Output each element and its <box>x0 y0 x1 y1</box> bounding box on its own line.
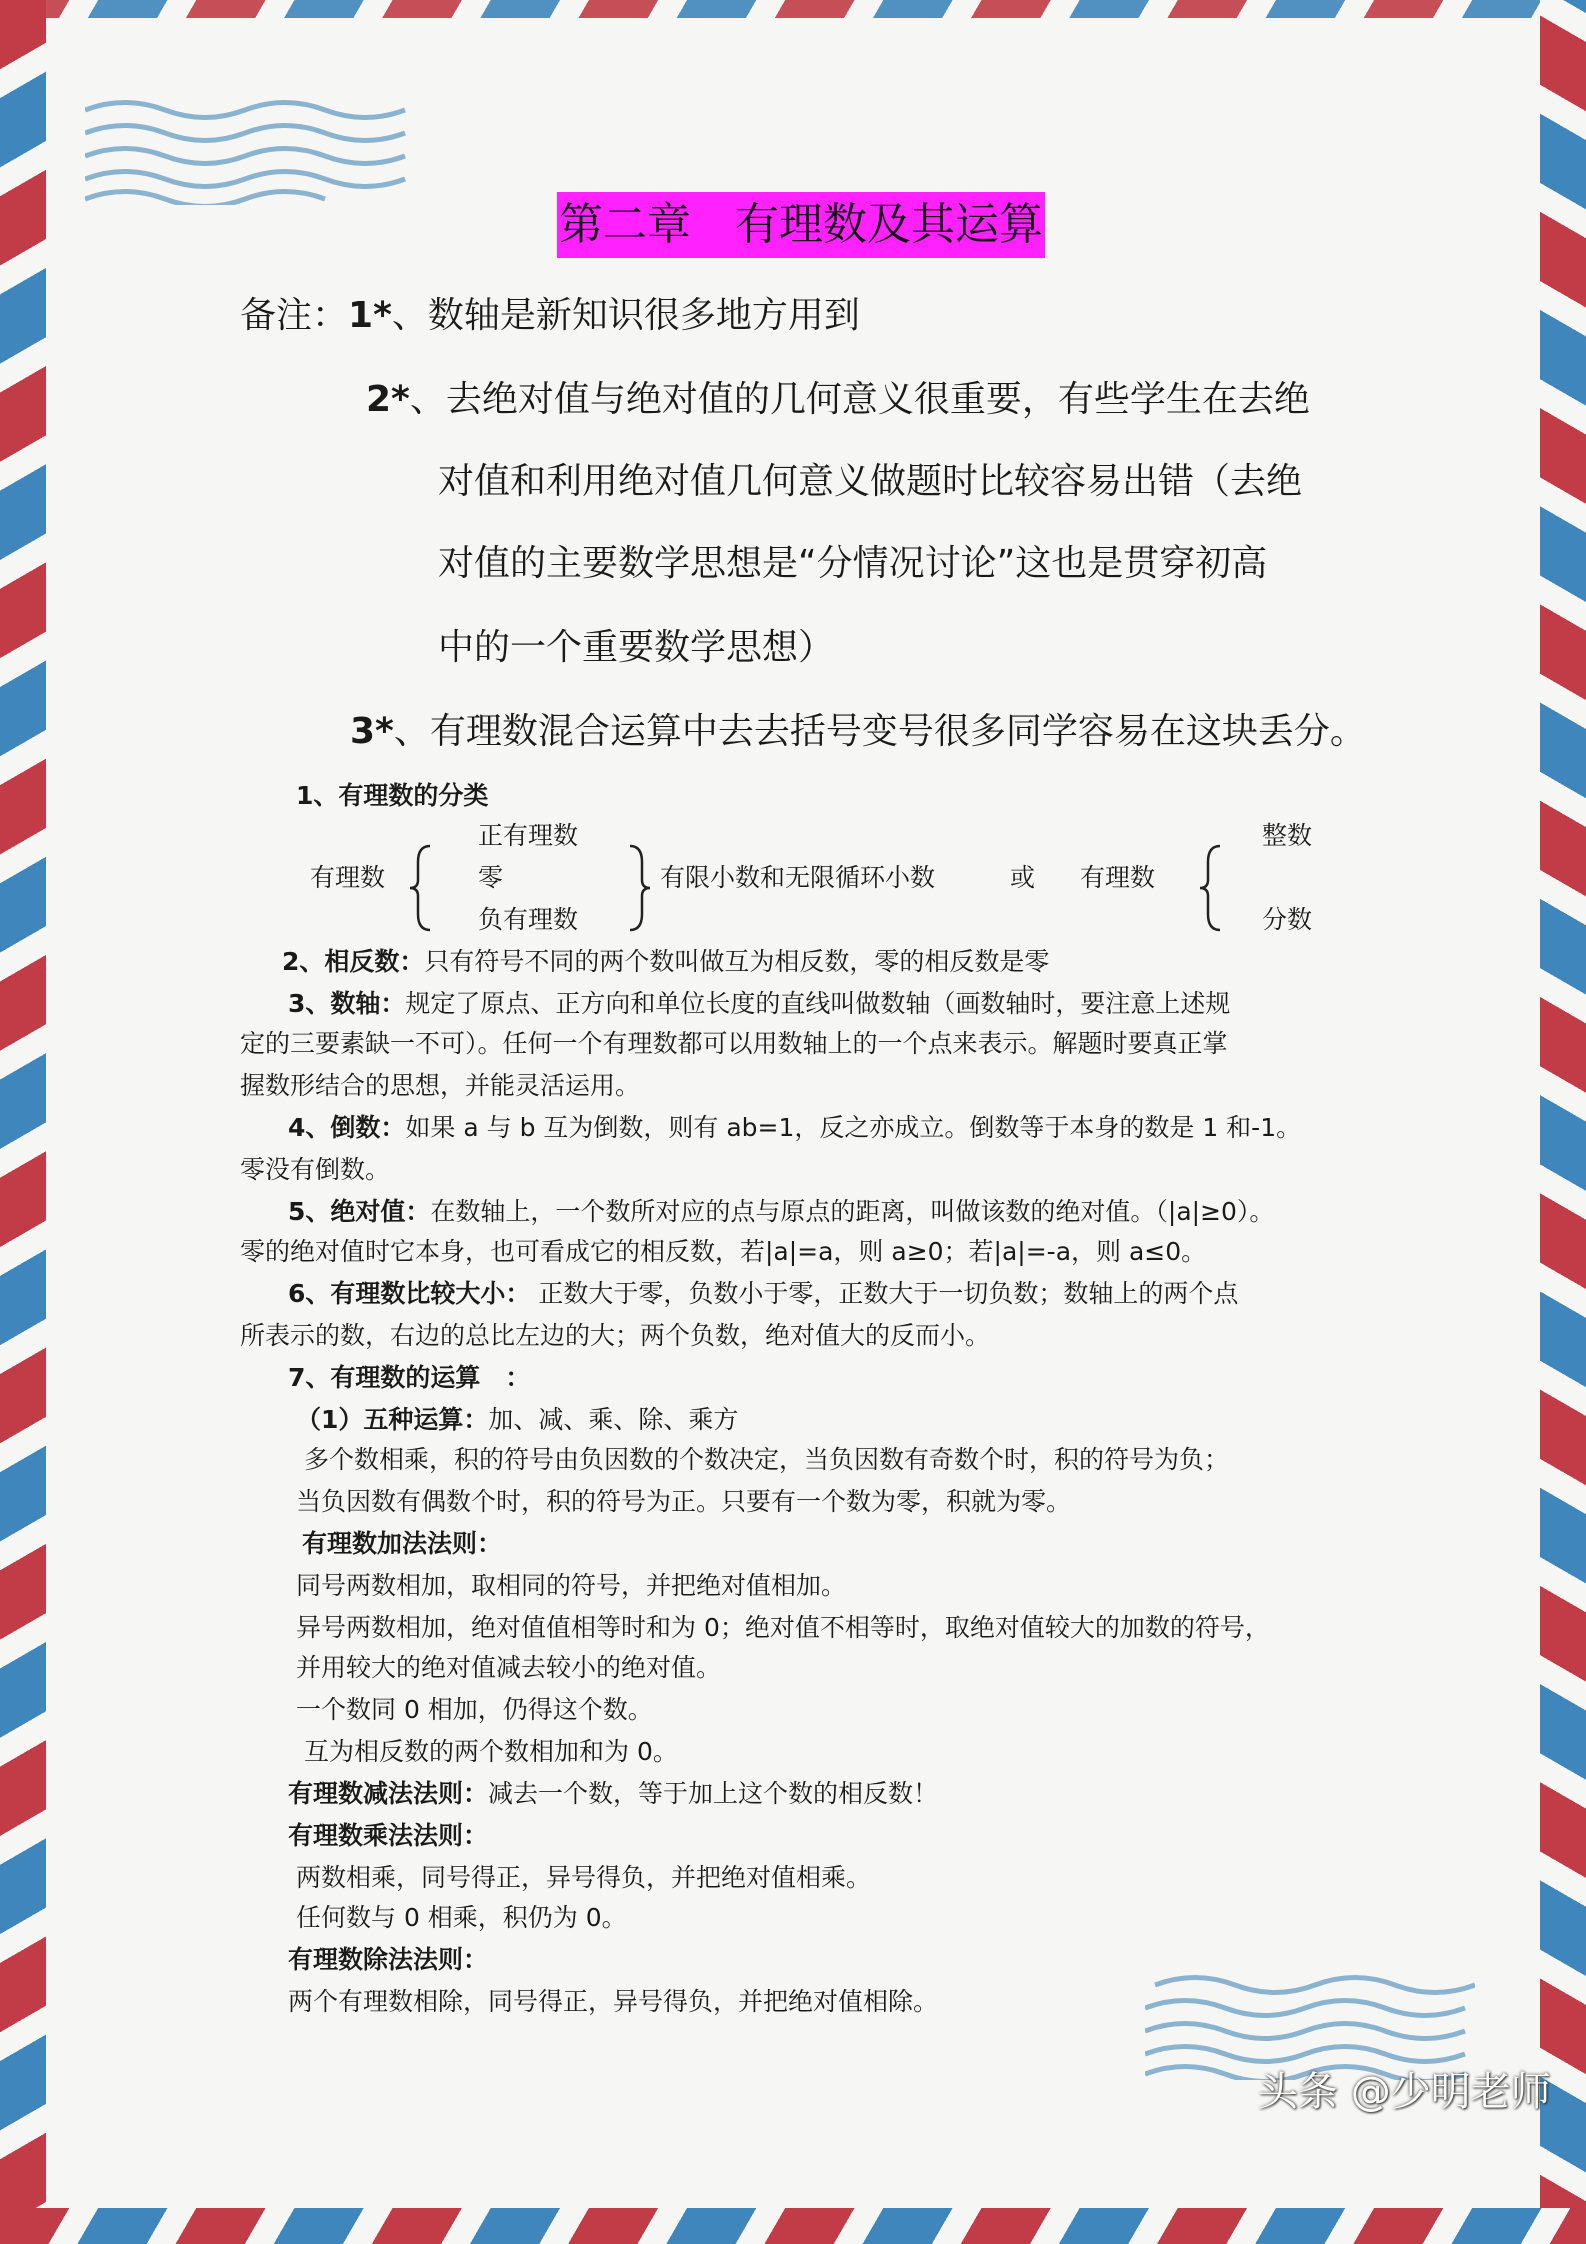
left-brace-icon <box>1196 842 1226 934</box>
division-rule: 两个有理数相除，同号得正，异号得负，并把绝对值相除。 <box>288 1987 939 2016</box>
multiplication-rule-line-2: 当负因数有偶数个时，积的符号为正。只要有一个数为零，积就为零。 <box>296 1487 1072 1516</box>
section-4-line-1 <box>288 1110 1301 1146</box>
addition-rule: 同号两数相加，取相同的符号，并把绝对值相加。 <box>296 1571 847 1600</box>
airmail-border-right <box>1540 0 1586 2244</box>
chapter-title: 第二章 有理数及其运算 <box>557 192 1045 258</box>
note-2-line-4: 中的一个重要数学思想） <box>438 627 835 668</box>
note-1 <box>240 292 860 340</box>
note-3 <box>350 708 1366 756</box>
note-3-text: 、有理数混合运算中去去括号变号很多同学容易在这块丢分。 <box>393 711 1366 752</box>
classification-item: 负有理数 <box>478 905 579 934</box>
note-2-text: 、去绝对值与绝对值的几何意义很重要，有些学生在去绝 <box>409 379 1310 420</box>
section-3-heading: 3、数轴： <box>288 989 406 1018</box>
classification-label-right: 有理数 <box>1080 863 1156 892</box>
subtraction-rule <box>288 1776 938 1812</box>
classification-right-item: 分数 <box>1262 905 1313 934</box>
subtraction-rule-heading: 有理数减法法则： <box>288 1779 489 1808</box>
multiplication-rule: 两数相乘，同号得正，异号得负，并把绝对值相乘。 <box>296 1863 872 1892</box>
left-brace-icon <box>406 842 436 934</box>
right-brace-icon <box>624 842 654 934</box>
multiplication-rule-heading: 有理数乘法法则： <box>288 1821 489 1850</box>
addition-rule: 并用较大的绝对值减去较小的绝对值。 <box>296 1653 722 1682</box>
subtraction-rule-text: 减去一个数，等于加上这个数的相反数！ <box>488 1779 939 1808</box>
note-prefix: 备注： <box>240 295 349 336</box>
section-5-line-2: 零的绝对值时它本身，也可看成它的相反数，若|a|=a，则 a≥0；若|a|=-a，则 a≤0。 <box>240 1237 1207 1266</box>
note-2-line-1 <box>366 376 1310 424</box>
classification-item: 零 <box>478 863 504 892</box>
airmail-border-top <box>0 0 1586 18</box>
section-7-heading: 7、有理数的运算 ： <box>288 1363 531 1392</box>
addition-rule: 一个数同 0 相加，仍得这个数。 <box>296 1695 653 1724</box>
section-3-line-2: 定的三要素缺一不可）。任何一个有理数都可以用数轴上的一个点来表示。解题时要真正掌 <box>240 1029 1228 1058</box>
addition-rule: 异号两数相加，绝对值值相等时和为 0；绝对值不相等时，取绝对值较大的加数的符号， <box>296 1613 1270 1642</box>
section-5-heading: 5、绝对值： <box>288 1197 431 1226</box>
section-6-line-2: 所表示的数，右边的总比左边的大；两个负数，绝对值大的反而小。 <box>240 1321 991 1350</box>
watermark: 头条 @少明老师 <box>1258 2069 1551 2115</box>
multiplication-rule: 任何数与 0 相乘，积仍为 0。 <box>296 1903 627 1932</box>
section-5-text: 在数轴上，一个数所对应的点与原点的距离，叫做该数的绝对值。（|a|≥0）。 <box>430 1197 1275 1226</box>
addition-rule-heading: 有理数加法法则： <box>302 1529 503 1558</box>
section-6-line-1 <box>288 1276 1238 1312</box>
note-2-number: 2* <box>366 379 410 420</box>
section-3-line-1 <box>288 986 1230 1022</box>
section-2-text: 只有符号不同的两个数叫做互为相反数，零的相反数是零 <box>424 947 1050 976</box>
addition-rule: 互为相反数的两个数相加和为 0。 <box>304 1737 678 1766</box>
section-4-line-2: 零没有倒数。 <box>240 1155 391 1184</box>
classification-right-item: 整数 <box>1262 821 1313 850</box>
airmail-border-bottom <box>0 2208 1586 2244</box>
classification-item: 正有理数 <box>478 821 579 850</box>
section-7-sub-1-text: 加、减、乘、除、乘方 <box>488 1405 739 1434</box>
note-1-number: 1* <box>348 295 392 336</box>
note-2-line-3: 对值的主要数学思想是“分情况讨论”这也是贯穿初高 <box>438 543 1268 584</box>
note-2-line-2: 对值和利用绝对值几何意义做题时比较容易出错（去绝 <box>438 461 1303 502</box>
section-7-sub-1 <box>296 1402 738 1438</box>
division-rule-heading: 有理数除法法则： <box>288 1945 489 1974</box>
classification-middle: 有限小数和无限循环小数 <box>660 863 936 892</box>
note-3-number: 3* <box>350 711 394 752</box>
postmark-wave-icon <box>85 95 415 205</box>
multiplication-rule-line-1: 多个数相乘，积的符号由负因数的个数决定，当负因数有奇数个时，积的符号为负； <box>304 1445 1230 1474</box>
section-6-text: 正数大于零，负数小于零，正数大于一切负数；数轴上的两个点 <box>530 1279 1239 1308</box>
section-7-sub-1-heading: （1）五种运算： <box>296 1405 489 1434</box>
section-4-text: 如果 a 与 b 互为倒数，则有 ab=1，反之亦成立。倒数等于本身的数是 1 和-1。 <box>405 1113 1302 1142</box>
note-1-text: 、数轴是新知识很多地方用到 <box>391 295 860 336</box>
classification-or: 或 <box>1010 863 1036 892</box>
section-3-text: 规定了原点、正方向和单位长度的直线叫做数轴（画数轴时，要注意上述规 <box>405 989 1231 1018</box>
section-4-heading: 4、倒数： <box>288 1113 406 1142</box>
section-1-heading: 1、有理数的分类 <box>296 781 489 810</box>
section-3-line-3: 握数形结合的思想，并能灵活运用。 <box>240 1071 641 1100</box>
section-6-heading: 6、有理数比较大小： <box>288 1279 531 1308</box>
section-2 <box>282 944 1049 980</box>
airmail-border-left <box>0 0 46 2244</box>
section-2-heading: 2、相反数： <box>282 947 425 976</box>
classification-label-left: 有理数 <box>310 863 386 892</box>
section-5-line-1 <box>288 1194 1274 1230</box>
